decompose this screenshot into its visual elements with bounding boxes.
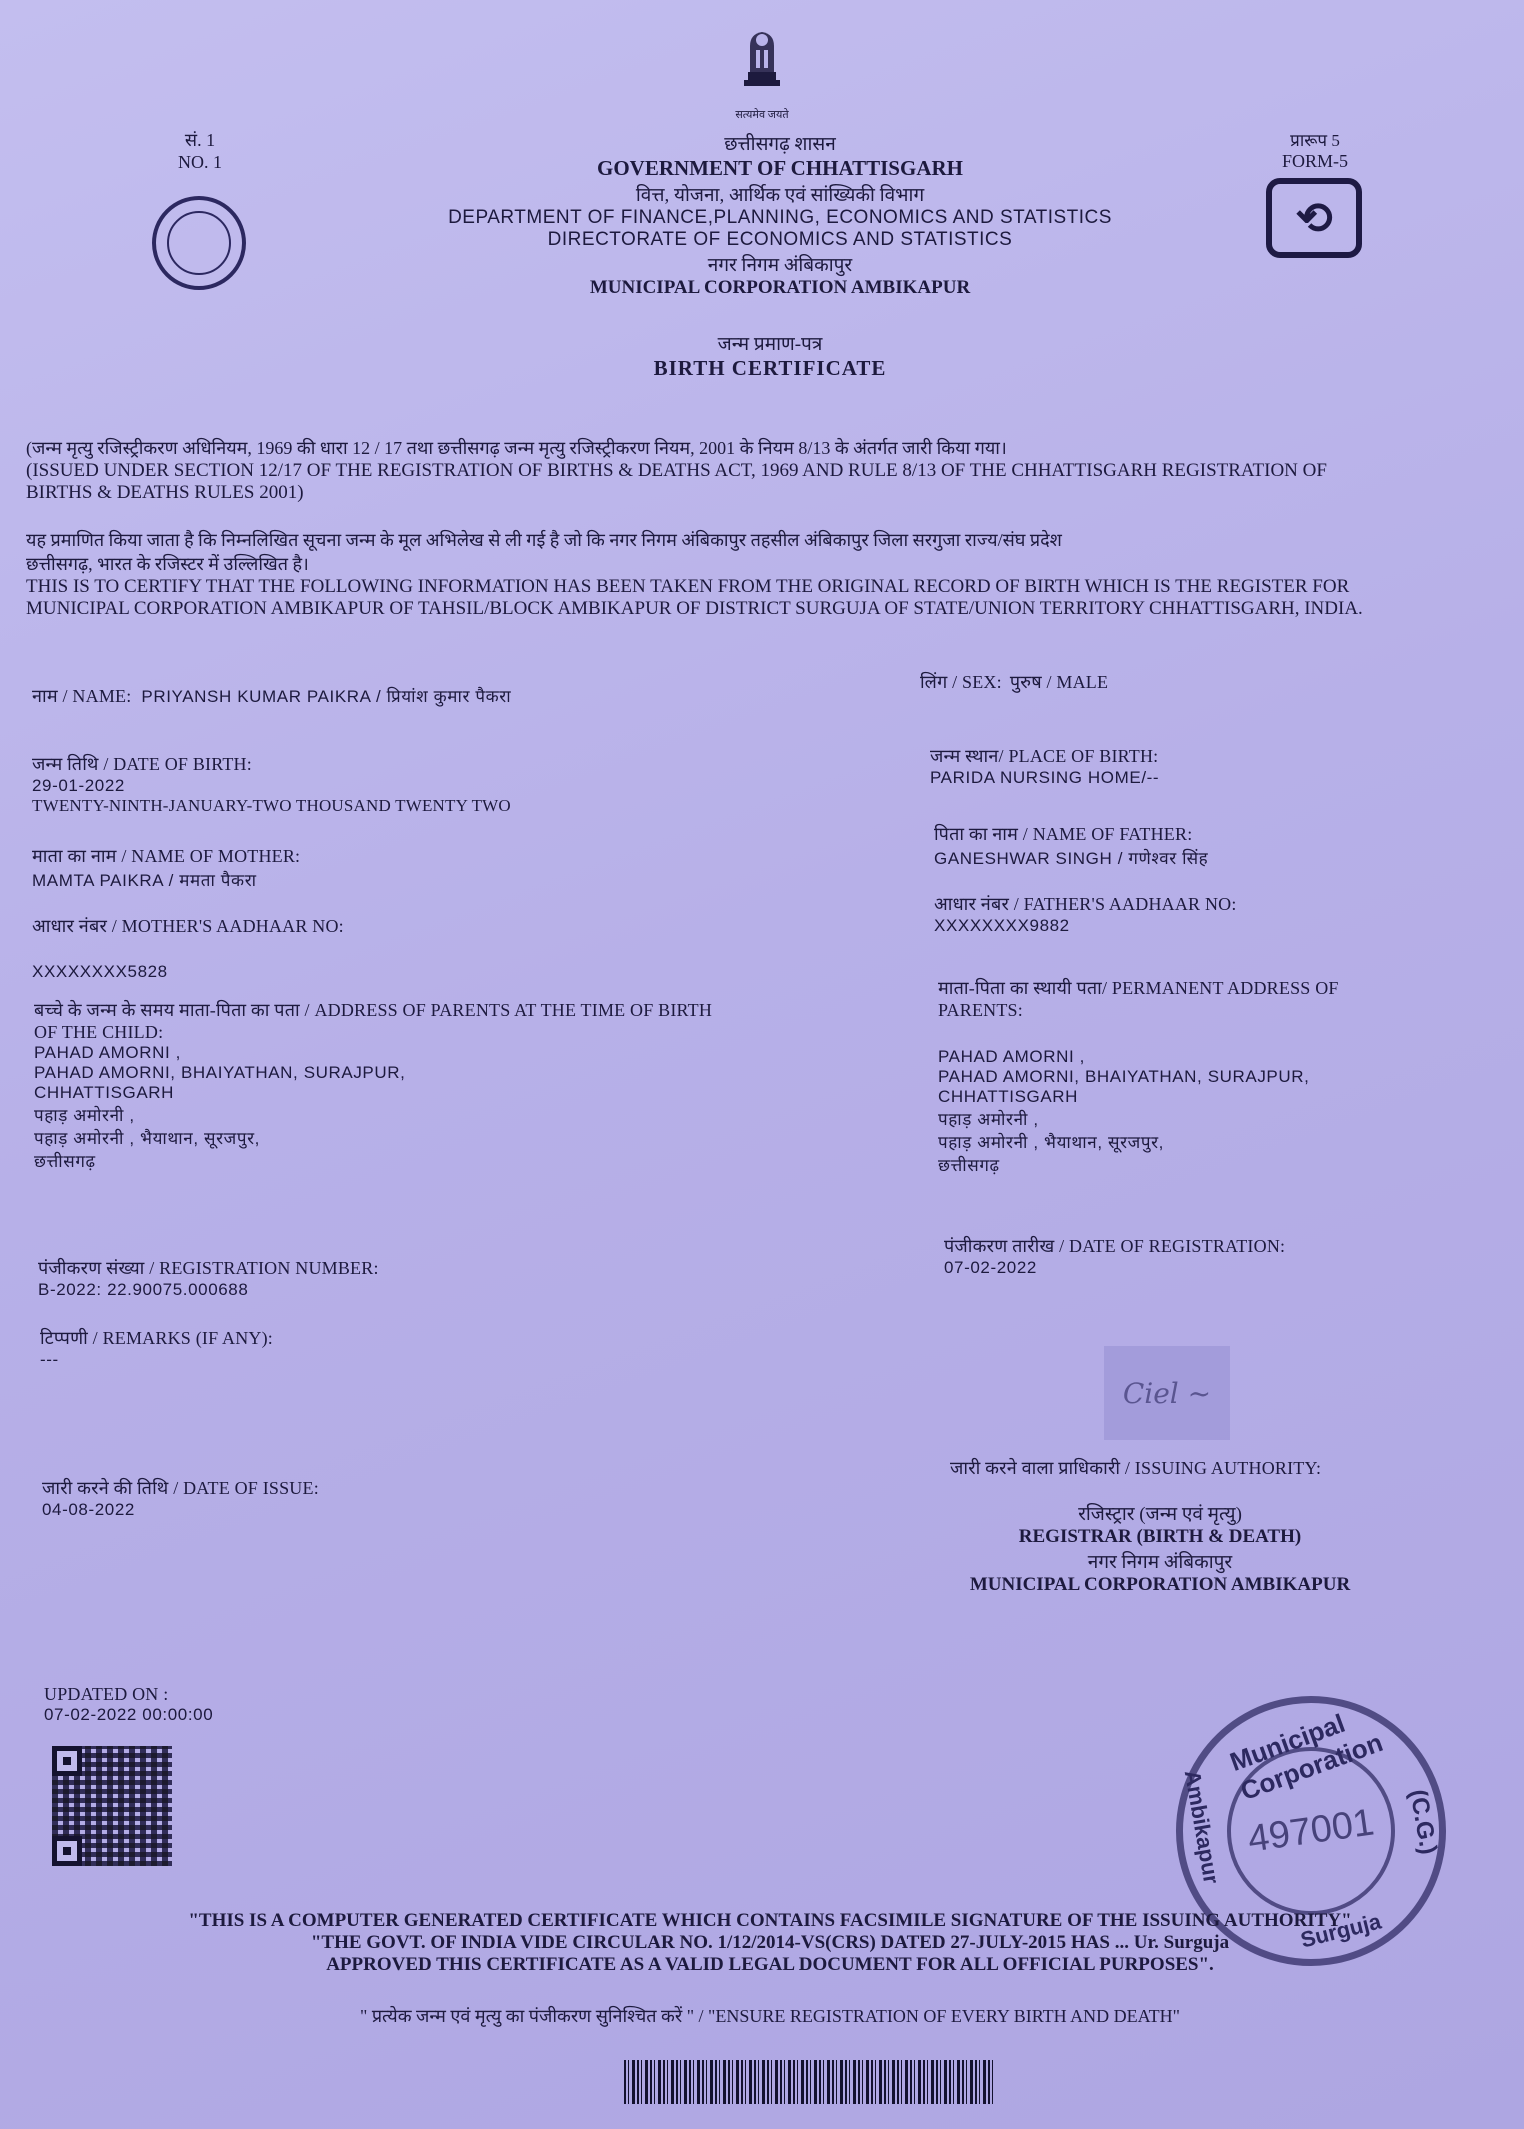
certify-hindi-line-1: यह प्रमाणित किया जाता है कि निम्नलिखित सूचना जन्म के मूल अभिलेख से ली गई है जो कि नगर निगम अंबिकापुर तहसील अंबिकापुर जिला सरगुजा राज्य/संघ प्रदेश — [26, 530, 1062, 550]
note-line-3: APPROVED THIS CERTIFICATE AS A VALID LEGAL DOCUMENT FOR ALL OFFICIAL PURPOSES". — [326, 1954, 1214, 1975]
dept-english: DEPARTMENT OF FINANCE,PLANNING, ECONOMICS AND STATISTICS — [448, 207, 1112, 228]
address-line: CHHATTISGARH — [34, 1083, 175, 1102]
issuing-authority-label: जारी करने वाला प्राधिकारी / ISSUING AUTHORITY: — [950, 1458, 1322, 1478]
form-number-block — [1270, 128, 1360, 172]
reg-no-label: पंजीकरण संख्या / REGISTRATION NUMBER: — [38, 1258, 379, 1278]
dob-block — [32, 752, 892, 816]
government-seal-icon — [152, 196, 246, 290]
title-block — [560, 330, 980, 381]
directorate: DIRECTORATE OF ECONOMICS AND STATISTICS — [547, 229, 1013, 250]
certify-english-line-1: THIS IS TO CERTIFY THAT THE FOLLOWING INFORMATION HAS BEEN TAKEN FROM THE ORIGINAL RECORD OF BIRTH WHICH IS THE REGISTER FOR — [26, 576, 1350, 597]
registrar-hindi: रजिस्ट्रार (जन्म एवं मृत्यु) — [1078, 1504, 1242, 1525]
state-emblem — [722, 26, 802, 122]
dept-hindi: वित्त, योजना, आर्थिक एवं सांख्यिकी विभाग — [635, 185, 925, 206]
reg-date-label: पंजीकरण तारीख / DATE OF REGISTRATION: — [944, 1236, 1286, 1256]
mother-aadhaar-label: आधार नंबर / MOTHER'S AADHAAR NO: — [32, 916, 344, 936]
perm-address-label-line-1: माता-पिता का स्थायी पता/ PERMANENT ADDRESS OF — [938, 978, 1339, 998]
ensure-text: " प्रत्येक जन्म एवं मृत्यु का पंजीकरण सुनिश्चित करें " / "ENSURE REGISTRATION OF EVERY BIRTH AND DEATH" — [359, 2006, 1181, 2026]
pob-block — [930, 744, 1490, 788]
name-label: नाम / NAME: — [32, 686, 132, 706]
permanent-address-block — [938, 976, 1498, 1176]
issue-date-block — [42, 1476, 742, 1520]
perm-address-line: पहाड़ अमोरनी , भैयाथान, सूरजपुर, — [938, 1133, 1164, 1152]
issuing-authority-block — [950, 1456, 1490, 1480]
dob-in-words: TWENTY-NINTH-JANUARY-TWO THOUSAND TWENTY TWO — [32, 796, 511, 815]
certify-english-line-2: MUNICIPAL CORPORATION AMBIKAPUR OF TAHSIL/BLOCK AMBIKAPUR OF DISTRICT SURGUJA OF STATE/UNION TERRITORY CHHATTISGARH, INDIA. — [26, 598, 1363, 619]
father-value: GANESHWAR SINGH / गणेश्वर सिंह — [934, 849, 1209, 868]
pob-value: PARIDA NURSING HOME/-- — [930, 768, 1160, 787]
mother-aadhaar-value: XXXXXXXX5828 — [32, 962, 168, 981]
sex-label: लिंग / SEX: — [920, 672, 1002, 692]
note-line-1: "THIS IS A COMPUTER GENERATED CERTIFICATE WHICH CONTAINS FACSIMILE SIGNATURE OF THE ISSUING AUTHORITY" — [188, 1910, 1352, 1931]
address-line: पहाड़ अमोरनी , — [34, 1106, 135, 1125]
address-line: पहाड़ अमोरनी , भैयाथान, सूरजपुर, — [34, 1129, 260, 1148]
sex-value: पुरुष / MALE — [1009, 672, 1109, 692]
certificate-number-block — [170, 128, 230, 173]
header-block — [420, 130, 1140, 299]
father-aadhaar-label: आधार नंबर / FATHER'S AADHAAR NO: — [934, 894, 1237, 914]
address-label-line-2: OF THE CHILD: — [34, 1022, 164, 1042]
issued-under-section — [26, 436, 1506, 504]
corp-english: MUNICIPAL CORPORATION AMBIKAPUR — [589, 277, 971, 298]
emblem-caption: सत्यमेव जयते — [735, 109, 789, 121]
stamp-pin: 497001 — [1216, 1736, 1406, 1926]
perm-address-line: PAHAD AMORNI , — [938, 1047, 1085, 1066]
certify-hindi-line-2: छत्तीसगढ़, भारत के रजिस्टर में उल्लिखित है। — [26, 554, 309, 574]
father-block — [934, 822, 1494, 869]
address-line: छत्तीसगढ़ — [34, 1152, 96, 1171]
address-label-line-1: बच्चे के जन्म के समय माता-पिता का पता / ADDRESS OF PARENTS AT THE TIME OF BIRTH — [34, 1000, 713, 1020]
remarks-value: --- — [40, 1350, 59, 1369]
no-english: NO. 1 — [178, 152, 222, 172]
govt-english: GOVERNMENT OF CHHATTISGARH — [597, 156, 963, 180]
dob-value: 29-01-2022 — [32, 776, 125, 795]
perm-address-line: PAHAD AMORNI, BHAIYATHAN, SURAJPUR, — [938, 1067, 1310, 1086]
reg-no-value: B-2022: 22.90075.000688 — [38, 1280, 249, 1299]
note-line-2: "THE GOVT. OF INDIA VIDE CIRCULAR NO. 1/12/2014-VS(CRS) DATED 27-JULY-2015 HAS ... Ur. Surguja — [310, 1932, 1230, 1953]
mother-aadhaar-block — [32, 914, 892, 982]
stamp-left-text: Ambikapur — [1179, 1768, 1225, 1886]
mother-block — [32, 844, 892, 891]
address-at-birth-block — [34, 998, 914, 1172]
remarks-block — [40, 1326, 900, 1370]
certify-statement — [26, 528, 1506, 620]
registrar-signature: Ciel ~ — [1104, 1346, 1230, 1440]
stamp-side-text: (C.G.) — [1404, 1787, 1443, 1857]
updated-on-value: 07-02-2022 00:00:00 — [44, 1705, 214, 1724]
updated-on-label: UPDATED ON : — [44, 1684, 169, 1704]
registration-date-block — [944, 1234, 1504, 1278]
mother-value: MAMTA PAIKRA / ममता पैकरा — [32, 871, 257, 890]
perm-address-line: CHHATTISGARH — [938, 1087, 1079, 1106]
registration-number-block — [38, 1256, 898, 1300]
issued-hindi: (जन्म मृत्यु रजिस्ट्रीकरण अधिनियम, 1969 की धारा 12 / 17 तथा छत्तीसगढ़ जन्म मृत्यु रजिस्ट्रीकरण नियम, 2001 के नियम 8/13 के अंतर्गत जारी किया गया। — [26, 438, 1007, 458]
corp-hindi: नगर निगम अंबिकापुर — [707, 255, 853, 276]
mother-label: माता का नाम / NAME OF MOTHER: — [32, 846, 301, 866]
registrar-corp-english: MUNICIPAL CORPORATION AMBIKAPUR — [969, 1574, 1351, 1595]
father-label: पिता का नाम / NAME OF FATHER: — [934, 824, 1193, 844]
remarks-label: टिप्पणी / REMARKS (IF ANY): — [40, 1328, 273, 1348]
computer-generated-note — [120, 1910, 1420, 1976]
govt-hindi: छत्तीसगढ़ शासन — [724, 134, 836, 155]
issue-date-value: 04-08-2022 — [42, 1500, 135, 1519]
stamp-top-text: Municipal Corporation — [1225, 1707, 1387, 1807]
name-value: PRIYANSH KUMAR PAIKRA / प्रियांश कुमार पैकरा — [141, 687, 512, 706]
ashoka-emblem-icon — [728, 26, 796, 106]
issued-english-line-2: BIRTHS & DEATHS RULES 2001) — [26, 482, 304, 503]
issued-english-line-1: (ISSUED UNDER SECTION 12/17 OF THE REGISTRATION OF BIRTHS & DEATHS ACT, 1969 AND RULE 8/13 OF THE CHHATTISGARH REGISTRATION OF — [26, 460, 1327, 481]
crs-logo-icon: ⟲ — [1266, 178, 1362, 258]
sex-row — [920, 670, 1480, 694]
father-aadhaar-block — [934, 892, 1494, 936]
registrar-corp-hindi: नगर निगम अंबिकापुर — [1087, 1552, 1233, 1573]
father-aadhaar-value: XXXXXXXX9882 — [934, 916, 1070, 935]
perm-address-line: छत्तीसगढ़ — [938, 1156, 1000, 1175]
stamp-bottom-text: Surguja — [1298, 1908, 1384, 1953]
no-hindi: सं. 1 — [184, 130, 216, 150]
name-row — [32, 684, 912, 708]
perm-address-line: पहाड़ अमोरनी , — [938, 1110, 1039, 1129]
form-hindi: प्रारूप 5 — [1290, 131, 1340, 150]
pob-label: जन्म स्थान/ PLACE OF BIRTH: — [930, 746, 1159, 766]
registrar-block — [950, 1500, 1370, 1596]
perm-address-label-line-2: PARENTS: — [938, 1000, 1023, 1020]
form-english: FORM-5 — [1281, 151, 1348, 171]
title-hindi: जन्म प्रमाण-पत्र — [717, 334, 823, 355]
address-line: PAHAD AMORNI, BHAIYATHAN, SURAJPUR, — [34, 1063, 406, 1082]
address-line: PAHAD AMORNI , — [34, 1043, 181, 1062]
ensure-registration-note — [200, 2004, 1340, 2028]
issue-date-label: जारी करने की तिथि / DATE OF ISSUE: — [42, 1478, 319, 1498]
registrar-english: REGISTRAR (BIRTH & DEATH) — [1018, 1526, 1302, 1547]
updated-on-block — [44, 1684, 344, 1725]
reg-date-value: 07-02-2022 — [944, 1258, 1037, 1277]
barcode-icon — [624, 2060, 994, 2104]
title-english: BIRTH CERTIFICATE — [653, 356, 887, 380]
dob-label: जन्म तिथि / DATE OF BIRTH: — [32, 754, 252, 774]
